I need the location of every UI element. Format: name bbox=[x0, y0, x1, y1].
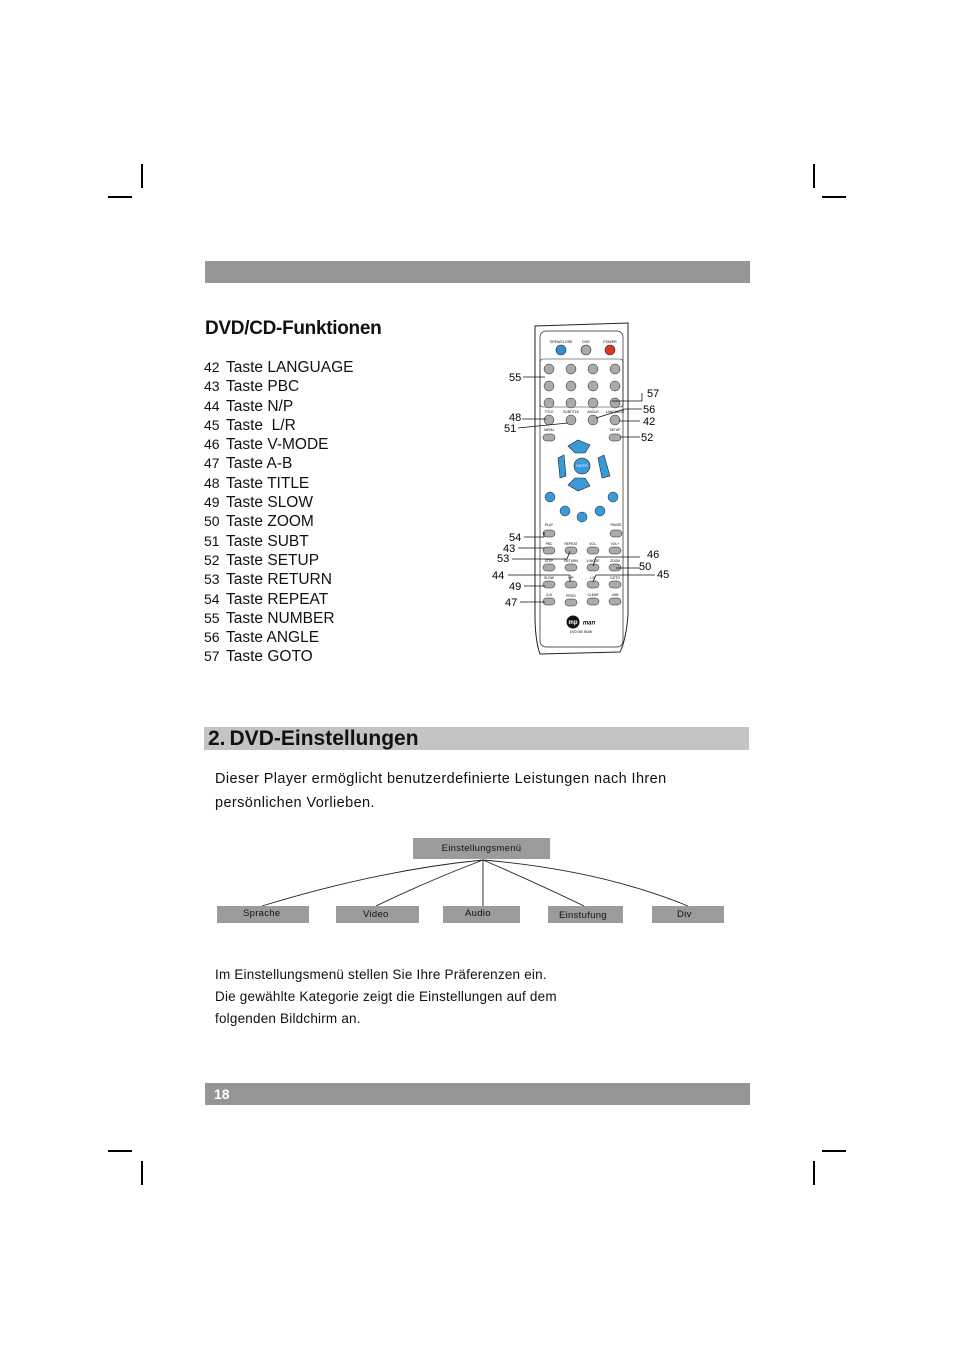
label-subtitle: SUBTITLE bbox=[563, 410, 579, 414]
callout-56: 56 bbox=[643, 404, 656, 416]
outro-paragraph: Im Einstellungsmenü stellen Sie Ihre Präferenzen ein. Die gewählte Kategorie zeigt die Einstellungen auf dem folgenden Bildchirm an. bbox=[215, 967, 557, 1026]
callout-45: 45 bbox=[657, 569, 670, 581]
label-setup: SETUP bbox=[609, 428, 621, 432]
callout-52: 52 bbox=[641, 432, 654, 444]
callout-49: 49 bbox=[509, 581, 522, 593]
label-vol-up: VOL+ bbox=[610, 542, 620, 546]
callout-48: 48 bbox=[509, 412, 522, 424]
list-item: 55 Taste NUMBER bbox=[204, 609, 335, 627]
label-title: TITLE bbox=[544, 410, 554, 414]
function-list bbox=[204, 358, 354, 667]
callout-43: 43 bbox=[503, 543, 516, 555]
label-lr: L/R bbox=[590, 576, 596, 580]
power-button bbox=[605, 345, 615, 355]
angle-button bbox=[588, 415, 598, 425]
intro-paragraph: Dieser Player ermöglicht benutzerdefinierte Leistungen nach Ihren persönlichen Vorlieben. bbox=[215, 771, 667, 811]
list-item: 45 Taste L/R bbox=[204, 416, 296, 434]
label-language: LANGUAGE bbox=[605, 410, 625, 414]
list-item: 48 Taste TITLE bbox=[204, 474, 310, 492]
dvd-button bbox=[581, 345, 591, 355]
list-item: 57 Taste GOTO bbox=[204, 648, 313, 666]
menu-item-div: Div bbox=[652, 906, 724, 923]
crop-mark bbox=[822, 196, 846, 198]
menu-item-sprache: Sprache bbox=[217, 906, 309, 923]
page-number: 18 bbox=[214, 1086, 230, 1102]
section-header bbox=[204, 727, 749, 750]
label-angle: ANGLE bbox=[587, 410, 599, 414]
label-pbc: PBC bbox=[545, 542, 553, 546]
menu-button bbox=[543, 434, 555, 441]
callout-53: 53 bbox=[497, 553, 510, 565]
label-ab: A-B bbox=[546, 593, 552, 597]
crop-mark bbox=[813, 164, 815, 188]
label-np: N/P bbox=[568, 576, 574, 580]
list-item: 43 Taste PBC bbox=[204, 378, 300, 396]
callout-42: 42 bbox=[643, 416, 656, 428]
brand-logo-text: mp bbox=[568, 620, 578, 626]
eject-button bbox=[556, 345, 566, 355]
label-open-close: OPEN/CLOSE bbox=[549, 340, 573, 344]
list-item: 49 Taste SLOW bbox=[204, 494, 313, 512]
label-dvd: DVD bbox=[582, 340, 590, 344]
pause-button bbox=[610, 530, 622, 537]
label-zoom: ZOOM bbox=[610, 559, 620, 563]
section-number: 2. bbox=[208, 727, 226, 750]
play-button bbox=[543, 530, 555, 537]
header-bar bbox=[205, 261, 750, 283]
list-item: 51 Taste SUBT bbox=[204, 532, 309, 550]
subtitle-button bbox=[566, 415, 576, 425]
label-usb: USB bbox=[611, 593, 619, 597]
label-goto: GOTO bbox=[610, 576, 620, 580]
remote-control-illustration bbox=[490, 318, 680, 658]
callout-54: 54 bbox=[509, 532, 522, 544]
list-item: 44 Taste N/P bbox=[204, 397, 294, 415]
menu-item-einstufung: Einstufung bbox=[548, 906, 623, 923]
callout-46: 46 bbox=[647, 549, 660, 561]
callout-47: 47 bbox=[505, 597, 518, 609]
crop-mark bbox=[822, 1150, 846, 1152]
label-vmode: V-MODE bbox=[586, 559, 600, 563]
label-clear: CLEAR bbox=[587, 593, 599, 597]
label-repeat: REPEAT bbox=[564, 542, 578, 546]
list-item: 54 Taste REPEAT bbox=[204, 590, 329, 608]
list-item: 53 Taste RETURN bbox=[204, 571, 332, 589]
setup-button bbox=[609, 434, 621, 441]
list-item: 50 Taste ZOOM bbox=[204, 513, 314, 531]
crop-mark bbox=[141, 1161, 143, 1185]
brand-name: man bbox=[582, 620, 596, 627]
section-title: DVD-Einstellungen bbox=[229, 727, 419, 750]
footer-bar bbox=[205, 1083, 750, 1105]
list-item: 42 Taste LANGUAGE bbox=[204, 359, 354, 376]
model-number: DVD 000 HDMI bbox=[570, 630, 592, 634]
list-item: 56 Taste ANGLE bbox=[204, 629, 320, 647]
label-step: STEP bbox=[544, 559, 554, 563]
callout-57: 57 bbox=[647, 388, 660, 400]
crop-mark bbox=[141, 164, 143, 188]
list-item: 46 Taste V-MODE bbox=[204, 436, 329, 454]
label-play: PLAY bbox=[544, 523, 554, 527]
title-button bbox=[544, 415, 554, 425]
menu-root-box: Einstellungsmenü bbox=[413, 838, 550, 859]
label-prog: PROG bbox=[566, 594, 576, 598]
label-power: POWER bbox=[603, 340, 617, 344]
callout-55: 55 bbox=[509, 372, 522, 384]
label-pause: PAUSE bbox=[610, 523, 622, 527]
callout-44: 44 bbox=[492, 570, 505, 582]
language-button bbox=[610, 415, 620, 425]
label-enter: ENTER bbox=[576, 464, 588, 468]
list-item: 52 Taste SETUP bbox=[204, 551, 320, 569]
menu-item-video: Video bbox=[336, 906, 419, 923]
crop-mark bbox=[108, 1150, 132, 1152]
label-slow: SLOW bbox=[544, 576, 554, 580]
callout-51: 51 bbox=[504, 423, 517, 435]
label-vol-down: VOL- bbox=[589, 542, 597, 546]
menu-item-audio: Audio bbox=[443, 906, 520, 923]
crop-mark bbox=[813, 1161, 815, 1185]
label-return: RETURN bbox=[564, 559, 578, 563]
crop-mark bbox=[108, 196, 132, 198]
section-title: DVD/CD-Funktionen bbox=[205, 318, 382, 339]
list-item: 47 Taste A-B bbox=[204, 455, 293, 473]
callout-50: 50 bbox=[639, 561, 652, 573]
label-menu: MENU bbox=[544, 428, 554, 432]
